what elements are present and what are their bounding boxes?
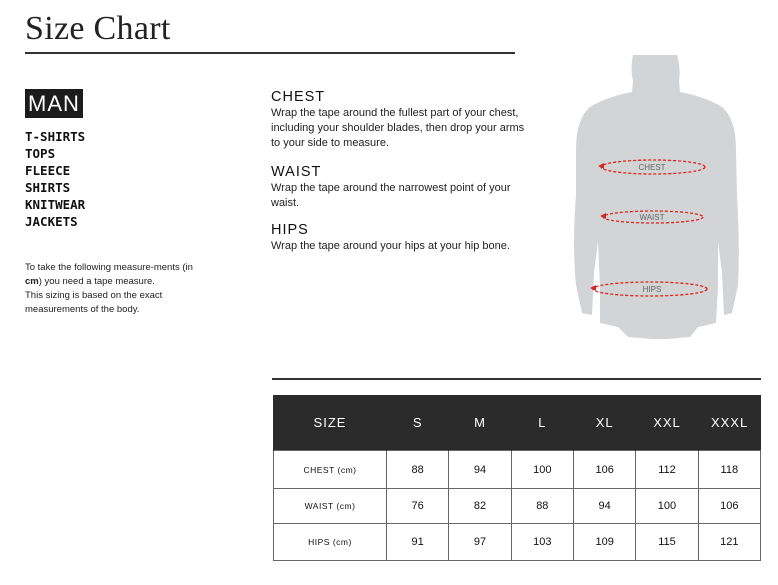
category-item-knitwear: KNITWEAR: [25, 197, 86, 212]
category-item-t-shirts: T-SHIRTS: [25, 129, 86, 144]
measure-chest-text: Wrap the tape around the fullest part of your chest, including your shoulder blades, then drop your arms to your side to measure.: [271, 107, 525, 149]
table-cell: 94: [573, 489, 635, 524]
page-title: Size Chart: [25, 10, 171, 47]
table-row: [274, 489, 761, 524]
table-cell: 106: [573, 451, 635, 489]
gender-badge: MAN: [25, 89, 83, 118]
table-cell: 112: [636, 451, 698, 489]
measure-hips-heading: HIPS: [271, 222, 309, 238]
measure-hips-text: Wrap the tape around your hips at your hip bone.: [271, 240, 510, 252]
table-divider: [272, 378, 761, 380]
table-cell: 115: [636, 524, 698, 561]
header-s: S: [387, 395, 449, 451]
row-label-hips: HIPS (cm): [274, 524, 387, 561]
row-label-waist: WAIST (cm): [274, 489, 387, 524]
note-text-line2: This sizing is based on the exact measurements of the body.: [25, 290, 163, 315]
category-item-jackets: JACKETS: [25, 214, 78, 229]
header-size: SIZE: [274, 395, 387, 451]
measure-hips: [271, 221, 526, 254]
size-table: [273, 395, 761, 561]
measure-waist-text: Wrap the tape around the narrowest point of your waist.: [271, 182, 511, 209]
header-xxl: XXL: [636, 395, 698, 451]
table-cell: 82: [449, 489, 511, 524]
table-cell: 88: [511, 489, 573, 524]
category-item-tops: TOPS: [25, 146, 56, 161]
body-measurement-figure: [560, 55, 760, 340]
table-cell: 91: [387, 524, 449, 561]
table-cell: 88: [387, 451, 449, 489]
table-cell: 118: [698, 451, 760, 489]
figure-label-chest: CHEST: [638, 163, 666, 172]
table-cell: 94: [449, 451, 511, 489]
category-list: [25, 128, 85, 230]
measure-chest-heading: CHEST: [271, 89, 326, 105]
figure-label-waist: WAIST: [639, 213, 665, 222]
size-table-header: [274, 395, 761, 451]
note-unit: cm: [25, 276, 39, 287]
table-cell: 76: [387, 489, 449, 524]
note-text-prefix: To take the following measure-ments (in: [25, 262, 193, 273]
table-cell: 100: [511, 451, 573, 489]
table-row: [274, 524, 761, 561]
table-cell: 109: [573, 524, 635, 561]
measure-waist-heading: WAIST: [271, 164, 322, 180]
category-item-fleece: FLEECE: [25, 163, 71, 178]
row-label-chest: CHEST (cm): [274, 451, 387, 489]
measure-waist: [271, 163, 526, 211]
table-row: [274, 451, 761, 489]
header-l: L: [511, 395, 573, 451]
header-m: M: [449, 395, 511, 451]
figure-label-hips: HIPS: [642, 285, 662, 294]
header-xxxl: XXXL: [698, 395, 760, 451]
title-divider: [25, 52, 515, 54]
category-item-shirts: SHIRTS: [25, 180, 71, 195]
table-cell: 100: [636, 489, 698, 524]
measure-chest: [271, 88, 526, 151]
table-cell: 106: [698, 489, 760, 524]
note-text-suffix: ) you need a tape measure.: [38, 276, 155, 287]
measuring-note: [25, 261, 195, 317]
table-cell: 121: [698, 524, 760, 561]
table-cell: 97: [449, 524, 511, 561]
table-cell: 103: [511, 524, 573, 561]
header-xl: XL: [573, 395, 635, 451]
